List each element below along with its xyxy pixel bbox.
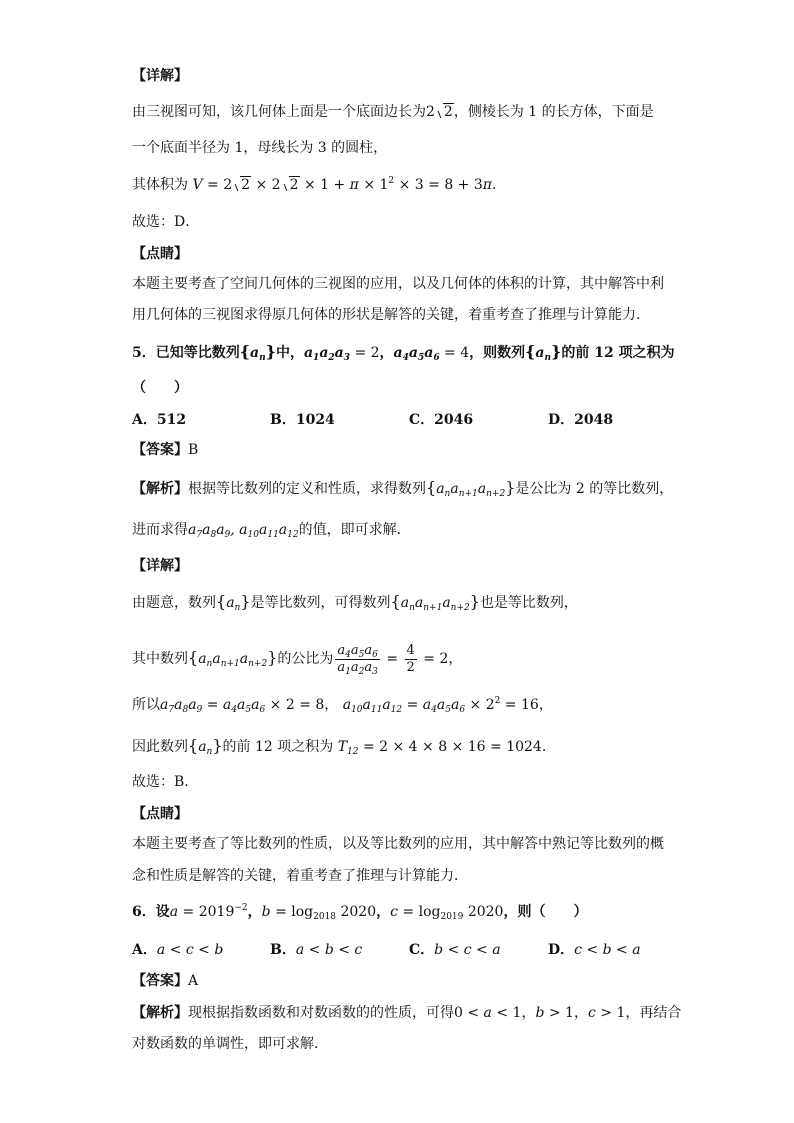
- detail-line-1: 由三视图可知，该几何体上面是一个底面边长为2 2，侧棱长为 1 的长方体，下面是: [132, 104, 654, 120]
- option-c: C．2046: [409, 412, 474, 428]
- section-header-detail: 【详解】: [132, 68, 188, 84]
- option-c: C．b < c < a: [409, 942, 501, 958]
- section-header-detail-5: 【详解】: [132, 558, 188, 574]
- analysis-line-6-2: 对数函数的单调性，即可求解．: [132, 1036, 328, 1052]
- option-a: A．512: [132, 412, 187, 428]
- choice-line: 故选：D．: [132, 214, 200, 230]
- answer-line-5: 【答案】B: [132, 442, 199, 458]
- analysis-line-6-1: 【解析】现根据指数函数和对数函数的的性质，可得0 < a < 1，b > 1，c > 1，再结合: [132, 1005, 682, 1021]
- detail-5-line-1: 由题意，数列$\{a_n\}$是等比数列，可得数列$\{a_na_{n+1}a_{n+2}\}$也是等比数列，: [132, 592, 578, 613]
- option-d: D．c < b < a: [548, 942, 641, 958]
- detail-line-3: 其体积为 V = 2 2 × 2 $2 \times 1 + \pi \times 1^2 \times 3 = 8 + 3\pi$.: [132, 176, 497, 193]
- detail-5-line-4: 因此数列$\{a_n\}$的前 12 项之积为 $T_{12} = 2 \times 4 \times 8 \times 16 = 1024$.: [132, 736, 547, 757]
- tip-5-line-2: 念和性质是解答的关键，着重考查了推理与计算能力．: [132, 868, 468, 884]
- answer-line-6: 【答案】A: [132, 973, 199, 989]
- question-6-stem: 6．设$a = 2019^{-2}$，$b = \log_{2018} 2020$，$c = \log_{2019} 2020$，则（ ）: [132, 903, 588, 922]
- detail-line-2: 一个底面半径为 1，母线长为 3 的圆柱，: [132, 140, 388, 156]
- question-5-stem: 5．已知等比数列$\{a_n\}$中，$a_1a_2a_3 = 2$，$a_4a_5a_6 = 4$，则数列$\{a_n\}$的前 12 项之积为: [132, 342, 675, 363]
- analysis-line-5-1: 【解析】根据等比数列的定义和性质，求得数列$\{a_na_{n+1}a_{n+2}\}$是公比为 2 的等比数列，: [132, 478, 674, 499]
- option-b: B．a < b < c: [270, 942, 363, 958]
- section-header-tip: 【点睛】: [132, 246, 188, 262]
- detail-5-line-2: 其中数列$\{a_na_{n+1}a_{n+2}\}$的公比为 $\frac{a_4a_5a_6}{a_1a_2a_3}$ = $\frac{4}{2}$ = 2，: [132, 642, 463, 677]
- choice-line-5: 故选：B．: [132, 774, 199, 790]
- tip-line-2: 用几何体的三视图求得原几何体的形状是解答的关键，着重考查了推理与计算能力．: [132, 307, 650, 323]
- analysis-line-5-2: 进而求得$a_7a_8a_9$, $a_{10}a_{11}a_{12}$的值，即可求解．: [132, 522, 411, 540]
- section-header-tip-5: 【点睛】: [132, 806, 188, 822]
- tip-line-1: 本题主要考查了空间几何体的三视图的应用，以及几何体的体积的计算，其中解答中利: [132, 276, 664, 292]
- option-b: B．1024: [270, 412, 335, 428]
- detail-5-line-3: 所以$a_7a_8a_9 = a_4a_5a_6 \times 2 = 8$， $a_{10}a_{11}a_{12} = a_4a_5a_6 \times 2^2 = 16$，: [132, 696, 553, 715]
- question-5-paren: （ ）: [132, 380, 188, 396]
- option-d: D．2048: [548, 412, 614, 428]
- option-a: A．a < c < b: [132, 942, 224, 958]
- tip-5-line-1: 本题主要考查了等比数列的性质，以及等比数列的应用，其中解答中熟记等比数列的概: [132, 836, 664, 852]
